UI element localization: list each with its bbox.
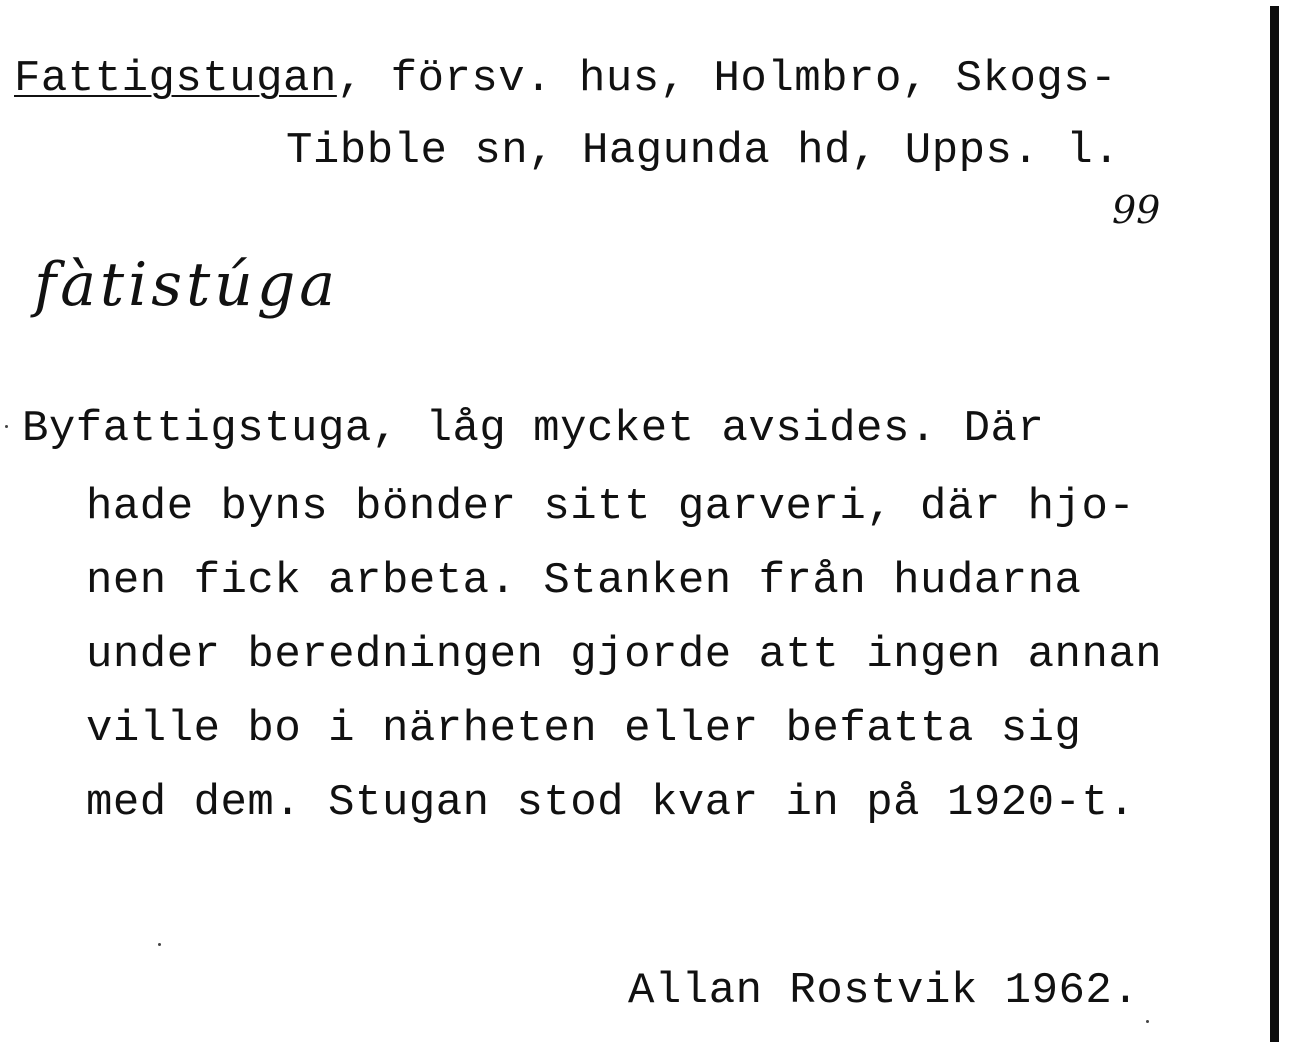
signature: Allan Rostvik 1962. (628, 966, 1140, 1016)
ink-speck (5, 425, 8, 428)
body-line-1: Byfattigstuga, låg mycket avsides. Där (22, 404, 1045, 454)
handwritten-number: 99 (1112, 188, 1161, 232)
ink-speck (158, 943, 161, 946)
card-edge-border (1270, 6, 1279, 1042)
ink-speck (1146, 1020, 1149, 1023)
body-line-2: hade byns bönder sitt garveri, där hjo- (86, 482, 1136, 532)
header-line-2: Tibble sn, Hagunda hd, Upps. l. (286, 126, 1121, 176)
body-line-3: nen fick arbeta. Stanken från hudarna (86, 556, 1082, 606)
body-line-5: ville bo i närheten eller befatta sig (86, 704, 1082, 754)
body-line-4: under beredningen gjorde att ingen annan (86, 630, 1163, 680)
body-line-6: med dem. Stugan stod kvar in på 1920-t. (86, 778, 1136, 828)
header-location: , försv. hus, Holmbro, Skogs- (336, 54, 1118, 104)
phonetic-transcription: fàtistúga (34, 250, 340, 320)
header-line-1 (14, 54, 1117, 104)
headword: Fattigstugan (14, 54, 337, 104)
